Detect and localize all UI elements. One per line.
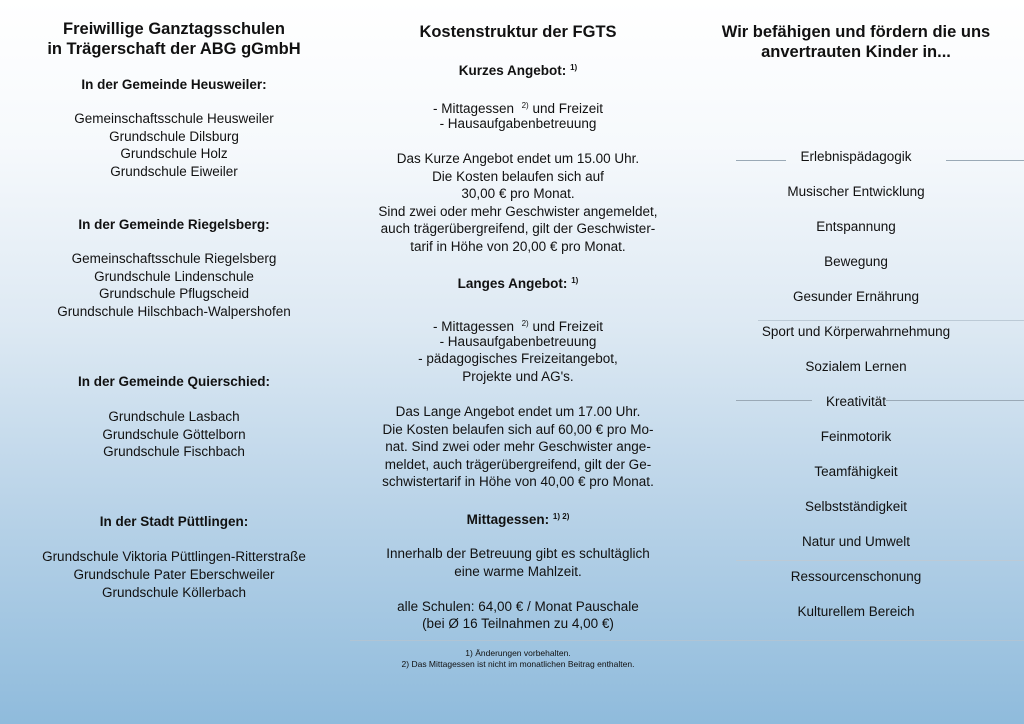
- lunch-text: eine warme Mahlzeit.: [454, 564, 582, 579]
- support-area-item: Erlebnispädagogik: [800, 149, 912, 164]
- long-offer-item: - pädagogisches Freizeitangebot,: [418, 351, 618, 366]
- school-item: Grundschule Fischbach: [103, 444, 245, 459]
- divider-line: [736, 560, 1024, 561]
- short-offer-text: Die Kosten belaufen sich auf: [432, 169, 604, 184]
- support-area-item: Selbstständigkeit: [804, 499, 908, 514]
- footnote-2: 2) Das Mittagessen ist nicht im monatlichen Beitrag enthalten.: [401, 659, 635, 669]
- support-area-item: Entspannung: [816, 219, 896, 234]
- school-item: Grundschule Holz: [120, 146, 228, 161]
- support-area-item: Ressourcenschonung: [790, 569, 922, 584]
- group-heading-puettlingen: In der Stadt Püttlingen:: [99, 514, 249, 529]
- divider-line: [946, 160, 1024, 161]
- group-heading-quierschied: In der Gemeinde Quierschied:: [77, 374, 271, 389]
- long-offer-item: - Mittagessen $^{2)}$ und Freizeit: [433, 319, 603, 334]
- school-item: Grundschule Lasbach: [108, 409, 240, 424]
- short-offer-item: - Hausaufgabenbetreuung: [439, 116, 597, 131]
- short-offer-price: 30,00 € pro Monat.: [461, 186, 575, 201]
- divider-line: [736, 400, 812, 401]
- school-item: Grundschule Lindenschule: [94, 269, 254, 284]
- short-offer-text: auch trägerübergreifend, gilt der Geschwister-: [380, 221, 656, 236]
- lunch-text: Innerhalb der Betreuung gibt es schultäglich: [386, 546, 650, 561]
- long-offer-item: - Hausaufgabenbetreuung: [439, 334, 597, 349]
- short-offer-text: Das Kurze Angebot endet um 15.00 Uhr.: [396, 151, 640, 166]
- support-area-item: Kulturellem Bereich: [797, 604, 915, 619]
- long-offer-text: schwistertarif in Höhe von 40,00 € pro Monat.: [382, 474, 654, 489]
- support-area-item: Teamfähigkeit: [814, 464, 898, 479]
- left-title-line-2: in Trägerschaft der ABG gGmbH: [47, 40, 301, 58]
- school-item: Gemeinschaftsschule Heusweiler: [74, 111, 274, 126]
- long-offer-text: Das Lange Angebot endet um 17.00 Uhr.: [395, 404, 641, 419]
- support-area-item: Sozialem Lernen: [805, 359, 907, 374]
- lunch-price-note: (bei Ø 16 Teilnahmen zu 4,00 €): [422, 616, 614, 631]
- right-title-line-2: anvertrauten Kinder in...: [761, 43, 951, 61]
- support-area-item: Bewegung: [824, 254, 888, 269]
- middle-title: Kostenstruktur der FGTS: [419, 23, 617, 41]
- long-offer-text: Die Kosten belaufen sich auf 60,00 € pro Mo-: [382, 422, 654, 437]
- lunch-heading: Mittagessen: $^{1) 2)}$: [466, 512, 570, 527]
- divider-line: [758, 320, 1024, 321]
- support-area-item: Gesunder Ernährung: [792, 289, 920, 304]
- school-item: Grundschule Viktoria Püttlingen-Ritterstraße: [42, 549, 306, 564]
- short-offer-item: - Mittagessen $^{2)}$ und Freizeit: [433, 101, 603, 116]
- divider-line: [886, 400, 1024, 401]
- long-offer-text: nat. Sind zwei oder mehr Geschwister ange-: [385, 439, 651, 454]
- school-item: Grundschule Köllerbach: [101, 585, 247, 600]
- school-item: Grundschule Hilschbach-Walpershofen: [57, 304, 291, 319]
- group-heading-heusweiler: In der Gemeinde Heusweiler:: [81, 77, 267, 92]
- school-item: Grundschule Göttelborn: [102, 427, 246, 442]
- long-offer-heading: Langes Angebot: $^{1)}$: [457, 276, 579, 291]
- short-offer-text: Sind zwei oder mehr Geschwister angemeldet,: [378, 204, 658, 219]
- school-item: Grundschule Dilsburg: [109, 129, 239, 144]
- long-offer-text: meldet, auch trägerübergreifend, gilt der Ge-: [384, 457, 652, 472]
- divider-line: [736, 160, 786, 161]
- school-item: Grundschule Eiweiler: [110, 164, 238, 179]
- school-item: Gemeinschaftsschule Riegelsberg: [71, 251, 277, 266]
- school-item: Grundschule Pflugscheid: [98, 286, 250, 301]
- short-offer-text: tarif in Höhe von 20,00 € pro Monat.: [410, 239, 626, 254]
- support-area-item: Feinmotorik: [820, 429, 892, 444]
- support-area-item: Natur und Umwelt: [801, 534, 911, 549]
- left-title-line-1: Freiwillige Ganztagsschulen: [63, 20, 285, 38]
- footnote-1: 1) Änderungen vorbehalten.: [465, 648, 571, 658]
- right-title-line-1: Wir befähigen und fördern die uns: [721, 23, 991, 41]
- divider-line: [350, 640, 1024, 641]
- lunch-price: alle Schulen: 64,00 € / Monat Pauschale: [397, 599, 639, 614]
- support-area-item: Musischer Entwicklung: [787, 184, 925, 199]
- school-item: Grundschule Pater Eberschweiler: [73, 567, 275, 582]
- long-offer-item: Projekte und AG's.: [462, 369, 574, 384]
- group-heading-riegelsberg: In der Gemeinde Riegelsberg:: [78, 217, 270, 232]
- support-area-item: Kreativität: [825, 394, 887, 409]
- short-offer-heading: Kurzes Angebot: $^{1)}$: [458, 63, 578, 78]
- support-area-item: Sport und Körperwahrnehmung: [761, 324, 951, 339]
